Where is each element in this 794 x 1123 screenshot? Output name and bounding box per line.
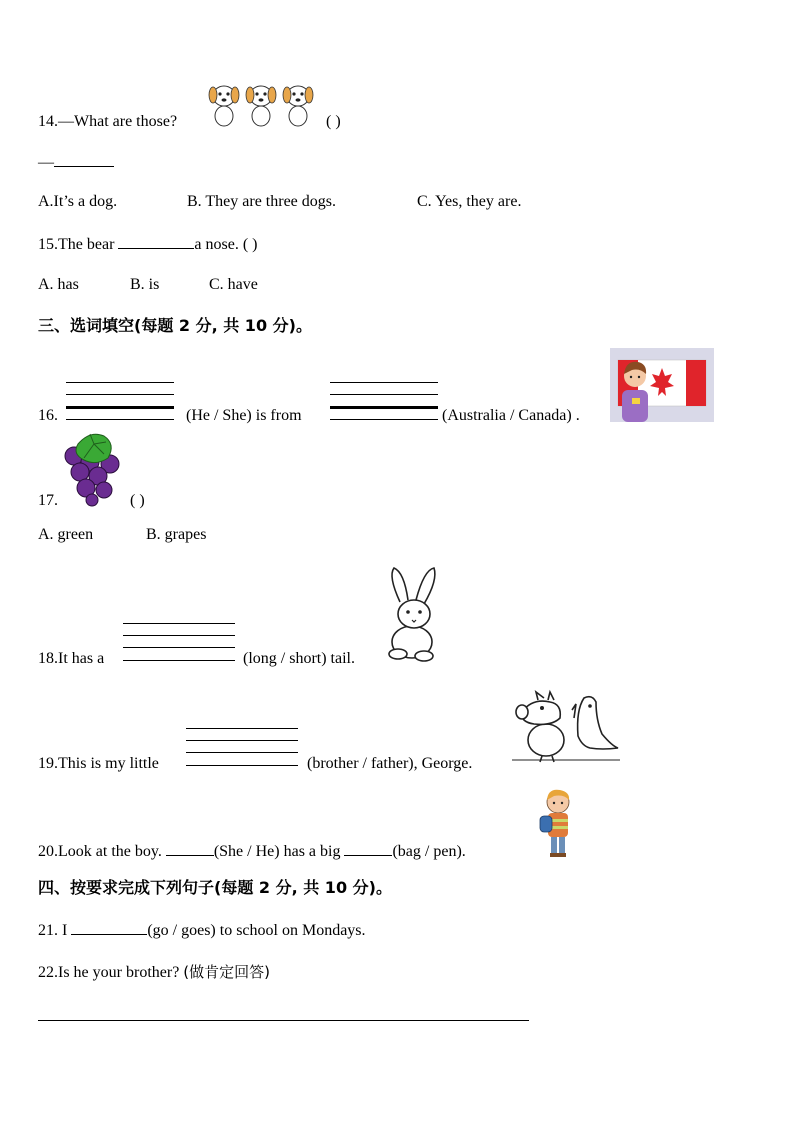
q15-after: a nose. ( ) (194, 236, 258, 253)
q21-blank[interactable] (71, 920, 147, 935)
grapes-image (60, 430, 126, 506)
q20-mid: (She / He) has a big (213, 843, 341, 860)
section4-heading: 四、按要求完成下列句子(每题 2 分, 共 10 分)。 (38, 878, 392, 897)
q16-choice-1: (He / She) is from (186, 407, 302, 424)
q22-row (38, 962, 270, 983)
q20-blank-2[interactable] (344, 841, 392, 856)
q14-dash: — (38, 154, 54, 171)
bag-icon (540, 816, 552, 832)
q14-option-b[interactable]: B. They are three dogs. (187, 193, 336, 210)
q15-option-b[interactable]: B. is (130, 276, 160, 293)
george-pig-image (512, 690, 620, 764)
q20-row (38, 841, 466, 862)
q21-before: 21. I (38, 922, 68, 939)
canada-boy-image (610, 348, 714, 422)
q15-row (38, 234, 258, 255)
q20-after: (bag / pen). (392, 843, 466, 860)
q17-option-a[interactable]: A. green (38, 526, 94, 543)
q15-blank[interactable] (118, 234, 194, 249)
q14-option-c[interactable]: C. Yes, they are. (417, 193, 522, 210)
q17-option-b[interactable]: B. grapes (146, 526, 207, 543)
q22-note: (做肯定回答) (183, 963, 271, 981)
q15-option-a[interactable]: A. has (38, 276, 79, 293)
q18-after: (long / short) tail. (243, 650, 355, 667)
q20-before: 20.Look at the boy. (38, 843, 162, 860)
dog-icon (283, 86, 313, 126)
q17-paren: ( ) (130, 492, 145, 509)
q21-after: (go / goes) to school on Mondays. (147, 922, 366, 939)
q14-row (38, 112, 177, 132)
q14-answer-blank[interactable] (54, 152, 114, 167)
q19-after: (brother / father), George. (307, 755, 473, 772)
q22-text: 22.Is he your brother? (38, 964, 180, 981)
q17-num: 17. (38, 492, 58, 509)
dog-icon (246, 86, 276, 126)
rabbit-image (382, 566, 440, 662)
q18-before: 18.It has a (38, 650, 105, 667)
section3-heading: 三、选词填空(每题 2 分, 共 10 分)。 (38, 316, 312, 335)
boy-figure (622, 362, 648, 422)
q14-paren: ( ) (326, 113, 341, 130)
q20-blank-1[interactable] (166, 841, 214, 856)
q16-num: 16. (38, 407, 58, 424)
q14-question: 14.—What are those? (38, 113, 178, 130)
q16-choice-2: (Australia / Canada) . (442, 407, 580, 424)
grape-leaf-icon (76, 434, 111, 463)
q14-answer-row (38, 152, 114, 173)
q21-row (38, 920, 366, 941)
q14-option-a[interactable]: A.It’s a dog. (38, 193, 118, 210)
boy-with-bag-image (538, 786, 578, 858)
q15-before: 15.The bear (38, 236, 115, 253)
dog-icon (209, 86, 239, 126)
q22-answer-line[interactable] (38, 1020, 529, 1021)
three-dogs-image (206, 80, 318, 128)
q19-before: 19.This is my little (38, 755, 159, 772)
q15-option-c[interactable]: C. have (209, 276, 258, 293)
